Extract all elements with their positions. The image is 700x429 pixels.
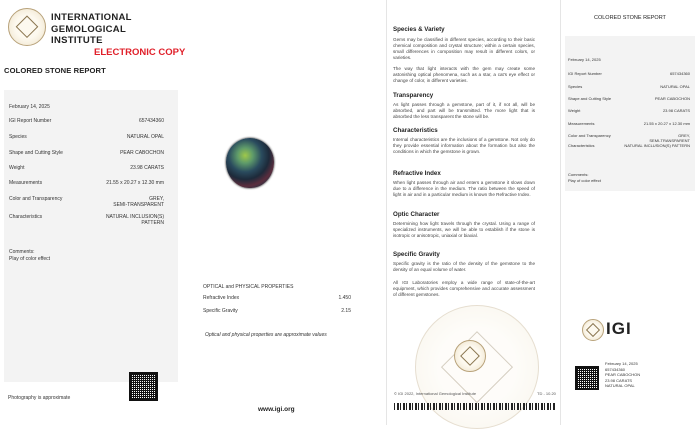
- field-value-line2: SEMI-TRANSPARENT: [113, 202, 164, 208]
- field-label: IGI Report Number: [9, 118, 52, 124]
- opal-gem-photo: [226, 138, 274, 188]
- org-name-line2: GEMOLOGICAL: [51, 23, 127, 35]
- stub-field-value-line: 657434360: [669, 71, 690, 76]
- stub-field-label: Weight: [568, 108, 581, 113]
- field-value: [130, 165, 164, 171]
- field-label: Species: [9, 134, 27, 140]
- optical-value: 1.450: [338, 295, 351, 301]
- field-value-line: PEAR CABOCHON: [120, 150, 164, 156]
- stub-tag-line: February 14, 2025: [605, 361, 638, 366]
- stub-field-value: [655, 96, 690, 101]
- stub-comments-text: Play of color effect: [568, 178, 601, 183]
- info-footer-right: TD - 10.20: [537, 391, 556, 396]
- report-field-row: [9, 134, 164, 140]
- photo-note: Photography is approximate: [8, 395, 71, 401]
- stub-field-value: [649, 133, 690, 143]
- field-label: Color and Transparency: [9, 196, 63, 202]
- field-value: [139, 118, 164, 124]
- stub-field-value-line2: SEMI-TRANSPARENT: [649, 138, 690, 143]
- field-label: Weight: [9, 165, 25, 171]
- stub-fold-line: [560, 0, 561, 425]
- stub-field-value: [644, 121, 690, 126]
- stub-tag-line: 657434360: [605, 366, 626, 372]
- org-name-line1: INTERNATIONAL: [51, 12, 132, 23]
- info-section-text: Specific gravity is the ratio of the density of the gemstone to the density of an equal volume of water.: [393, 261, 535, 272]
- stub-field-row: [568, 71, 690, 76]
- stub-field-value-line: PEAR CABOCHON: [654, 96, 690, 101]
- stub-field-value: [663, 108, 690, 113]
- report-field-row: [9, 180, 164, 186]
- info-section-title: Species & Variety: [393, 26, 445, 33]
- comments-label: Comments:: [9, 249, 35, 255]
- info-section-text: The way that light interacts with the gem may create some astonishing optical phenomena, such as a star, a cat's eye effect or change of color, in different varieties.: [393, 66, 535, 83]
- stub-field-label: Shape and Cutting Style: [568, 96, 612, 101]
- report-field-row: [9, 214, 164, 226]
- field-label: Measurements: [9, 180, 43, 186]
- stub-field-row: [568, 143, 690, 148]
- qr-code-left[interactable]: [129, 372, 158, 401]
- stub-field-label: Species: [568, 84, 583, 89]
- info-footer-left: © IGI 2022, International Gemological Institute: [394, 391, 477, 396]
- stub-field-label: Characteristics: [568, 143, 595, 148]
- optical-row-specific-gravity: [203, 308, 351, 314]
- stub-field-value: [660, 84, 690, 89]
- field-value: [113, 196, 164, 208]
- report-field-row: [9, 165, 164, 171]
- electronic-copy-label: ELECTRONIC COPY: [94, 47, 186, 58]
- stub-field-value-line: NATURAL INCLUSION(S) PATTERN: [624, 143, 690, 148]
- igi-logo-seal: [582, 319, 604, 341]
- stub-tag-line: PEAR CABOCHON: [605, 372, 641, 377]
- igi-seal-logo: [8, 8, 46, 46]
- optical-heading: OPTICAL and PHYSICAL PROPERTIES: [203, 284, 294, 290]
- stub-field-value-line: GREY,: [678, 133, 690, 138]
- barcode: [394, 403, 556, 410]
- stub-field-row: [568, 108, 690, 113]
- info-section-text: Gems may be classified in different species, according to their basic chemical composition and crystal structure; within a certain species, small differences in composition may result in different colors, or varieties.: [393, 37, 535, 60]
- optical-note: Optical and physical properties are approximate values: [205, 332, 327, 338]
- report-field-row: [9, 150, 164, 156]
- field-value-line: NATURAL OPAL: [126, 134, 164, 140]
- report-field-row: [9, 118, 164, 124]
- field-value: [120, 150, 164, 156]
- org-name-line3: INSTITUTE: [51, 35, 103, 46]
- report-title-right: COLORED STONE REPORT: [594, 15, 666, 21]
- info-section-text: All IGI Laboratories employ a wide range of state-of-the-art equipment, which provides comprehensive and accurate assessment of different gemstones.: [393, 280, 535, 297]
- stub-field-row: [568, 96, 690, 101]
- optical-label: Specific Gravity: [203, 308, 238, 314]
- field-label: Shape and Cutting Style: [9, 150, 63, 156]
- website-link[interactable]: www.igi.org: [258, 406, 295, 413]
- report-field-row: [9, 196, 164, 208]
- stub-date: February 14, 2025: [568, 57, 601, 62]
- field-value-line: 657434360: [138, 118, 164, 124]
- info-section-title: Optic Character: [393, 211, 440, 218]
- info-section-text: Internal characteristics are the inclusions of a gemstone. Not only do they provide essential information about the formation but also the conditions in which the gemstone is grown.: [393, 137, 535, 154]
- igi-seal-small: [454, 340, 486, 372]
- stub-field-value: [624, 143, 690, 148]
- info-section-title: Transparency: [393, 92, 434, 99]
- field-value-line: NATURAL INCLUSION(S): [105, 214, 164, 220]
- field-value: [106, 180, 164, 186]
- stub-field-value-line: 23.98 CARATS: [662, 108, 690, 113]
- stub-field-row: [568, 133, 690, 143]
- stub-field-value-line: 21.55 x 20.27 x 12.30 mm: [643, 121, 690, 126]
- stub-field-row: [568, 121, 690, 126]
- stub-field-value-line: NATURAL OPAL: [660, 84, 690, 89]
- field-value: [127, 134, 164, 140]
- info-section-title: Refractive Index: [393, 170, 441, 177]
- stub-field-label: Color and Transparency: [568, 133, 611, 138]
- fold-line: [386, 0, 387, 425]
- field-value-line: GREY,: [149, 196, 164, 202]
- field-value-line: 21.55 x 20.27 x 12.30 mm: [106, 180, 164, 186]
- org-name: [51, 12, 132, 47]
- field-value-line: 23.98 CARATS: [130, 165, 164, 171]
- comments-text: Play of color effect: [9, 256, 51, 262]
- optical-value: 2.15: [341, 308, 351, 314]
- qr-code-right[interactable]: [575, 366, 599, 390]
- stub-field-value: [670, 71, 690, 76]
- stub-tag-line: 23.98 CARATS: [605, 377, 633, 383]
- stub-field-row: [568, 84, 690, 89]
- optical-label: Refractive Index: [203, 295, 240, 301]
- field-value-line2: PATTERN: [141, 220, 164, 226]
- info-section-title: Characteristics: [393, 127, 438, 134]
- field-label: Characteristics: [9, 214, 43, 220]
- stub-field-label: IGI Report Number: [568, 71, 602, 76]
- info-section-title: Specific Gravity: [393, 251, 440, 258]
- report-title-left: COLORED STONE REPORT: [4, 66, 106, 75]
- stub-tag-line: NATURAL OPAL: [605, 383, 635, 388]
- info-section-text: As light passes through a gemstone, part of it, if not all, will be absorbed, and part will be transmitted. The more light that is absorbed the less transparent the stone will be.: [393, 102, 535, 119]
- stub-tag: [605, 361, 640, 389]
- field-value: [106, 214, 164, 226]
- stub-field-label: Measurements: [568, 121, 595, 126]
- optical-row-refractive-index: [203, 295, 351, 301]
- igi-logo-text: IGI: [606, 319, 632, 338]
- info-section-text: When light passes through air and enters a gemstone it slows down due to a difference in the medium. The ratio between the speed of light in air and in a particular medium is known the Refractive Index.: [393, 180, 535, 197]
- stub-comments-label: Comments:: [568, 172, 589, 177]
- report-date: February 14, 2025: [9, 104, 50, 110]
- info-section-text: Determining how light travels through the crystal. Using a range of specialized instruments, we will be able to establish if the stone is isotropic or anisotropic, uniaxial or biaxial.: [393, 221, 535, 238]
